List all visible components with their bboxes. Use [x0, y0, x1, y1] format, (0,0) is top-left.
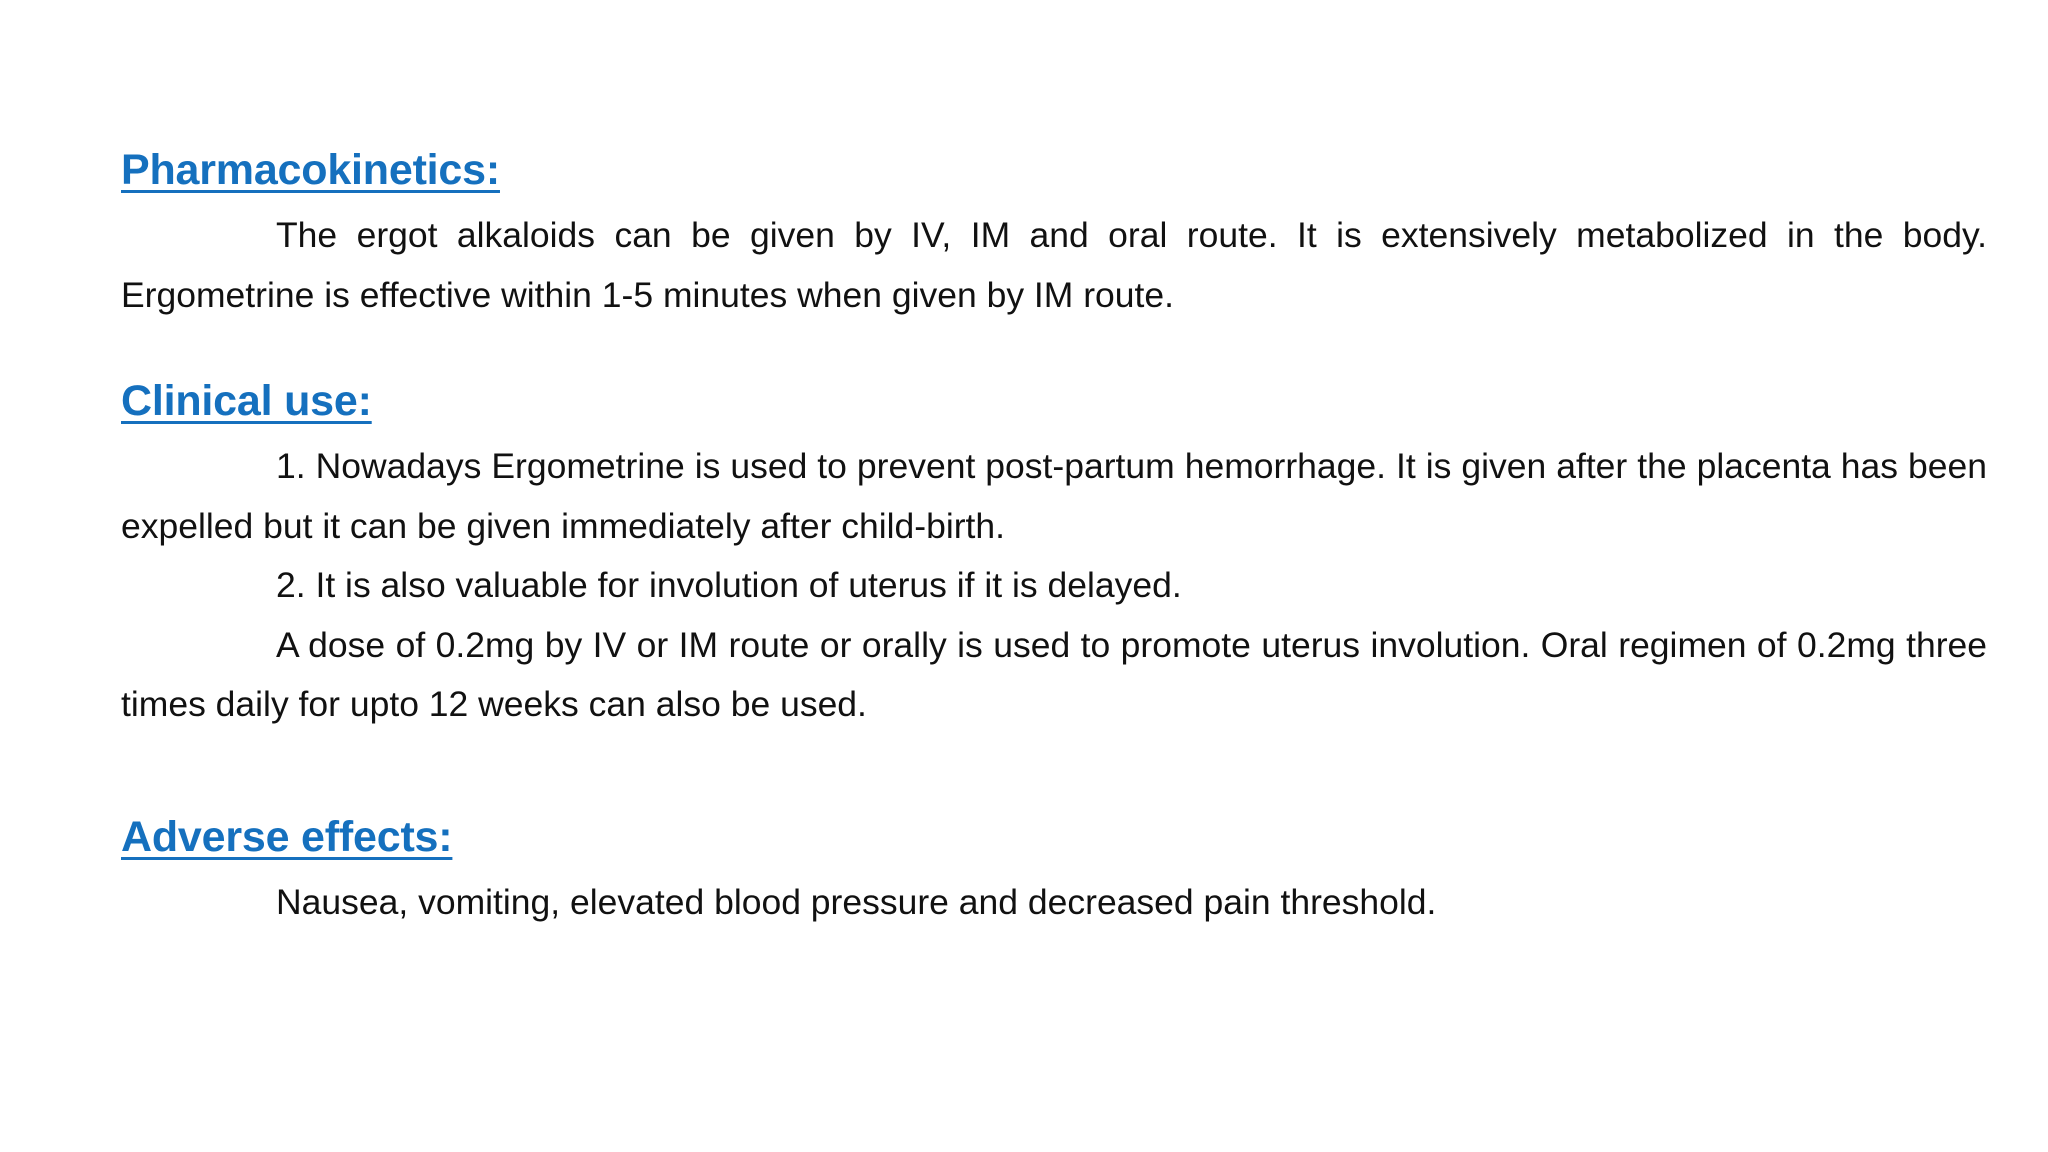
section-heading-clinical-use: Clinical use: — [121, 377, 372, 425]
paragraph-adverse-effects: Nausea, vomiting, elevated blood pressure and decreased pain threshold. — [276, 881, 1437, 922]
section-adverse-effects — [121, 807, 1987, 933]
slide-content — [121, 140, 1987, 932]
section-clinical-use — [121, 371, 1987, 735]
paragraph-clinical-use-dose: A dose of 0.2mg by IV or IM route or orally is used to promote uterus involution. Oral regimen of 0.2mg three times daily for upto 12 weeks can also be used. — [121, 624, 1987, 724]
paragraph-clinical-use-1: 1. Nowadays Ergometrine is used to prevent post-partum hemorrhage. It is given after the placenta has been expelled but it can be given immediately after child-birth. — [121, 446, 1987, 546]
section-heading-adverse-effects: Adverse effects: — [121, 812, 453, 861]
paragraph-clinical-use-2: 2. It is also valuable for involution of uterus if it is delayed. — [276, 565, 1182, 605]
paragraph-pharmacokinetics: The ergot alkaloids can be given by IV, IM and oral route. It is extensively metabolized in the body. Ergometrine is effective within 1-5 minutes when given by IM route. — [121, 215, 1987, 315]
section-pharmacokinetics — [121, 140, 1987, 325]
section-heading-pharmacokinetics: Pharmacokinetics: — [121, 146, 500, 194]
